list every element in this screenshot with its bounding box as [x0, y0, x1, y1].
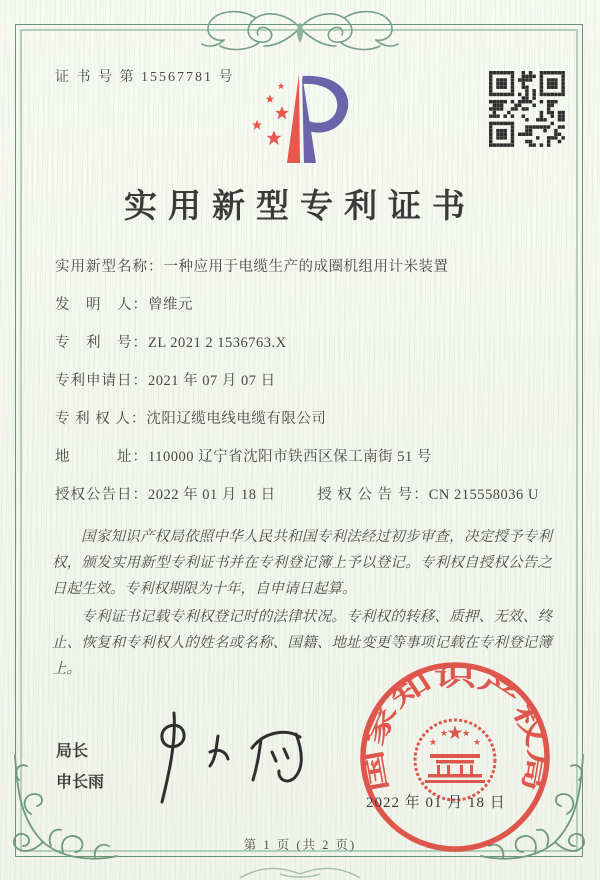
field-row-name [55, 256, 555, 278]
field-value: 110000 辽宁省沈阳市铁西区保工南街 51 号 [148, 449, 432, 465]
field-label: 授权公告日： [55, 487, 148, 503]
field-value: 一种应用于电缆生产的成圈机组用计米装置 [163, 259, 449, 275]
field-label: 专 利 号： [55, 335, 148, 351]
page-number: 第 1 页 (共 2 页) [243, 838, 357, 852]
field-value: 曾维元 [148, 297, 193, 313]
svg-text:★: ★ [461, 729, 471, 739]
svg-text:★: ★ [472, 738, 482, 748]
grant-date-pair [55, 487, 276, 503]
certificate-title: 实用新型专利证书 [124, 189, 476, 225]
field-label: 地 址： [55, 449, 148, 465]
border-ornament-top [160, 2, 440, 54]
svg-text:★: ★ [446, 722, 464, 744]
field-label: 授 权 公 告 号： [317, 487, 429, 503]
logo-spike-red [287, 74, 300, 163]
field-label: 专利申请日： [55, 373, 148, 389]
field-row-address [55, 446, 555, 468]
border-ornament-bottom-center [235, 864, 365, 880]
patent-fields [55, 256, 555, 522]
field-label: 专 利 权 人： [55, 411, 147, 427]
field-row-patent-number [55, 332, 555, 354]
legal-paragraph-1: 国家知识产权局依照中华人民共和国专利法经过初步审查，决定授予专利权，颁发实用新型专利证书并在专利登记簿上予以登记。专利权自授权公告之日起生效。专利权期限为十年，自申请日起算。 [52, 529, 552, 597]
qr-code [489, 71, 565, 147]
field-value: 沈阳辽缆电线电缆有限公司 [146, 411, 327, 427]
legal-paragraph-2: 专利证书记载专利权登记时的法律状况。专利权的转移、质押、无效、终止、恢复和专利权人的姓名或名称、国籍、地址变更等事项记载在专利登记簿上。 [52, 609, 552, 677]
field-value: 2021 年 07 月 07 日 [148, 373, 276, 389]
logo-stars [252, 83, 289, 145]
field-value: CN 215558036 U [428, 487, 539, 503]
seal-emblem [415, 720, 495, 800]
field-value: ZL 2021 2 1536763.X [148, 335, 287, 351]
svg-text:★: ★ [439, 729, 449, 739]
certificate-number: 证 书 号 第 15567781 号 [55, 70, 235, 85]
field-label: 发 明 人： [55, 297, 148, 313]
logo-p-bowl [303, 76, 348, 133]
director-title: 局长 [56, 743, 89, 760]
cnipa-logo [243, 70, 359, 170]
grant-number-pair [317, 487, 539, 503]
director-name: 申长雨 [56, 774, 105, 791]
field-label: 实用新型名称： [55, 259, 164, 275]
field-row-inventor [55, 294, 555, 316]
logo-spike-purple [302, 74, 316, 163]
official-seal [357, 659, 553, 855]
director-signature [118, 708, 333, 808]
seal-ring-text: 国家知识产权局 [361, 664, 551, 794]
field-row-filing-date [55, 370, 555, 392]
seal-date: 2022 年 01 月 18 日 [366, 795, 506, 811]
director-block [56, 736, 104, 798]
svg-text:★: ★ [428, 738, 438, 748]
field-row-grant [55, 484, 555, 506]
field-value: 2022 年 01 月 18 日 [148, 487, 276, 503]
field-row-patentee [55, 408, 555, 430]
